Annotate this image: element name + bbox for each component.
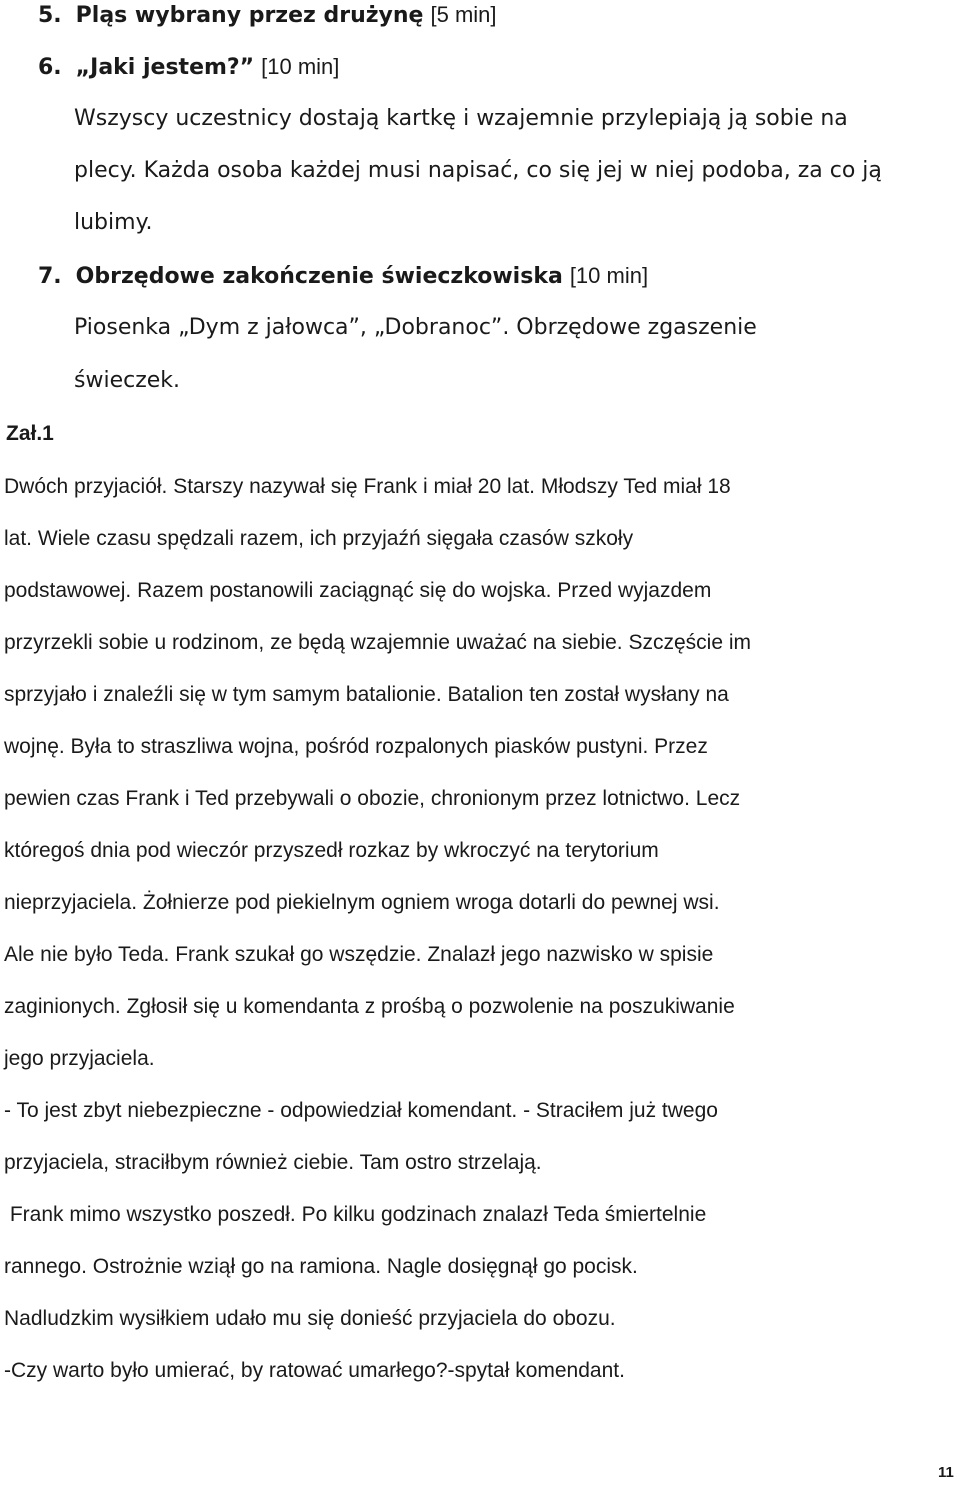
item-title: „Jaki jestem?”: [75, 55, 255, 80]
item-7-description-line: Piosenka „Dym z jałowca”, „Dobranoc”. Obrzędowe zgaszenie: [74, 315, 757, 340]
item-number: 7.: [38, 264, 62, 289]
story-line: zaginionych. Zgłosił się u komendanta z prośbą o pozwolenie na poszukiwanie: [4, 995, 735, 1018]
list-item-6: [38, 52, 339, 83]
appendix-heading: Zał.1: [6, 422, 54, 445]
story-line: przyjaciela, straciłbym również ciebie. Tam ostro strzelają.: [4, 1151, 542, 1174]
story-line: Frank mimo wszystko poszedł. Po kilku godzinach znalazł Teda śmiertelnie: [4, 1203, 707, 1226]
item-6-description-line: lubimy.: [74, 210, 153, 235]
item-6-description-line: plecy. Każda osoba każdej musi napisać, co się jej w niej podoba, za co ją: [74, 158, 882, 183]
item-title: Pląs wybrany przez drużynę: [75, 3, 424, 28]
story-line: rannego. Ostrożnie wziął go na ramiona. Nagle dosięgnął go pocisk.: [4, 1255, 638, 1278]
story-line: wojnę. Była to straszliwa wojna, pośród rozpalonych piasków pustyni. Przez: [4, 735, 708, 758]
story-line: jego przyjaciela.: [4, 1047, 155, 1070]
story-line: przyrzekli sobie u rodzinom, ze będą wzajemnie uważać na siebie. Szczęście im: [4, 631, 751, 654]
story-line: Dwóch przyjaciół. Starszy nazywał się Frank i miał 20 lat. Młodszy Ted miał 18: [4, 475, 731, 498]
story-line: któregoś dnia pod wieczór przyszedł rozkaz by wkroczyć na terytorium: [4, 839, 659, 862]
item-number: 5.: [38, 3, 62, 28]
story-line: -Czy warto było umierać, by ratować umarłego?-spytał komendant.: [4, 1359, 625, 1382]
story-line: Ale nie było Teda. Frank szukał go wszędzie. Znalazł jego nazwisko w spisie: [4, 943, 714, 966]
page-number: 11: [938, 1464, 954, 1481]
item-duration: [5 min]: [430, 2, 497, 27]
story-line: lat. Wiele czasu spędzali razem, ich przyjaźń sięgała czasów szkoły: [4, 527, 634, 550]
item-number: 6.: [38, 55, 62, 80]
story-line: Nadludzkim wysiłkiem udało mu się donieść przyjaciela do obozu.: [4, 1307, 616, 1330]
story-line: - To jest zbyt niebezpieczne - odpowiedział komendant. - Straciłem już twego: [4, 1099, 718, 1122]
item-duration: [10 min]: [261, 54, 340, 79]
item-duration: [10 min]: [569, 263, 649, 288]
story-line: podstawowej. Razem postanowili zaciągnąć się do wojska. Przed wyjazdem: [4, 579, 712, 602]
story-line: pewien czas Frank i Ted przebywali o obozie, chronionym przez lotnictwo. Lecz: [4, 787, 741, 810]
list-item-7: [38, 261, 648, 292]
item-title: Obrzędowe zakończenie świeczkowiska: [75, 264, 563, 289]
item-6-description-line: Wszyscy uczestnicy dostają kartkę i wzajemnie przylepiają ją sobie na: [74, 106, 848, 131]
item-7-description-line: świeczek.: [74, 368, 181, 393]
story-line: nieprzyjaciela. Żołnierze pod piekielnym ogniem wroga dotarli do pewnej wsi.: [4, 891, 720, 914]
list-item-5: [38, 0, 497, 31]
story-line: sprzyjało i znaleźli się w tym samym batalionie. Batalion ten został wysłany na: [4, 683, 729, 706]
